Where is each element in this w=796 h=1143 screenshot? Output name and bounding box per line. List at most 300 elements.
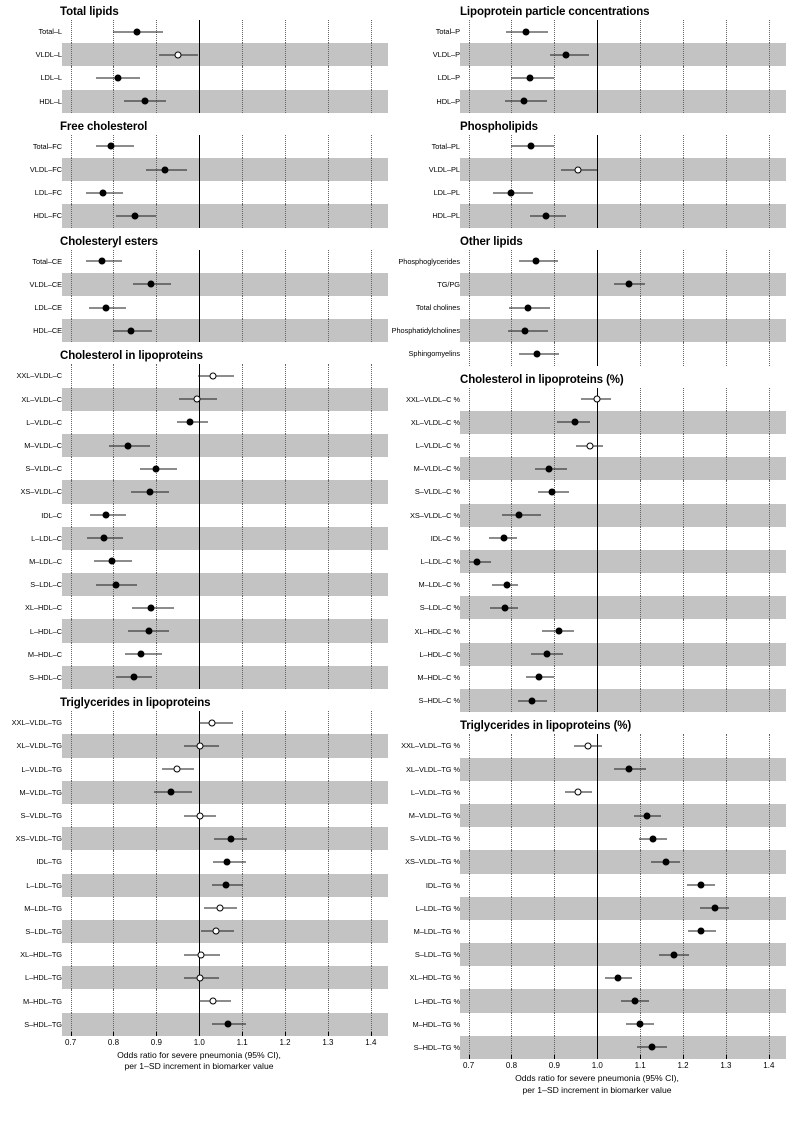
gridline [71, 966, 72, 989]
forest-row [0, 181, 398, 204]
row-label: L–VLDL–TG [21, 764, 62, 774]
row-track [460, 874, 786, 897]
row-track [62, 434, 388, 457]
gridline [328, 827, 329, 850]
forest-row [398, 689, 796, 712]
reference-line [597, 804, 598, 827]
gridline [511, 643, 512, 666]
row-label: S–HDL–TG % [413, 1042, 460, 1052]
gridline [71, 434, 72, 457]
gridline [554, 158, 555, 181]
panel-phospholipids [398, 121, 796, 228]
gridline [683, 504, 684, 527]
row-label: Phosphatidylcholines [391, 326, 460, 336]
axis-tick-mark [199, 1032, 200, 1036]
gridline [285, 943, 286, 966]
gridline [683, 689, 684, 712]
gridline [285, 758, 286, 781]
forest-row [0, 20, 398, 43]
gridline [242, 457, 243, 480]
gridline [328, 943, 329, 966]
gridline [156, 181, 157, 204]
axis-tick-label: 1.4 [365, 1037, 377, 1047]
reference-line [597, 781, 598, 804]
gridline [769, 158, 770, 181]
gridline [511, 388, 512, 411]
point-estimate-filled [474, 558, 481, 565]
gridline [640, 666, 641, 689]
gridline [242, 135, 243, 158]
gridline [71, 250, 72, 273]
gridline [726, 804, 727, 827]
gridline [328, 596, 329, 619]
gridline [554, 689, 555, 712]
point-estimate-filled [555, 628, 562, 635]
point-estimate-filled [516, 512, 523, 519]
panel-title: Free cholesterol [60, 120, 148, 133]
gridline [113, 781, 114, 804]
gridline [554, 989, 555, 1012]
row-label: L–LDL–C [31, 533, 62, 543]
gridline [554, 596, 555, 619]
row-track [62, 920, 388, 943]
row-track [460, 296, 786, 319]
gridline [285, 666, 286, 689]
gridline [71, 619, 72, 642]
gridline [285, 827, 286, 850]
point-estimate-filled [649, 1044, 656, 1051]
row-track [62, 250, 388, 273]
panel-cholesterol-in-lipoproteins [398, 374, 796, 713]
axis-tick-label: 1.4 [763, 1061, 775, 1071]
gridline [511, 1013, 512, 1036]
forest-row [398, 527, 796, 550]
gridline [640, 897, 641, 920]
forest-row [0, 411, 398, 434]
gridline [71, 296, 72, 319]
gridline [554, 943, 555, 966]
row-label: TG/PG [437, 279, 460, 289]
forest-row [0, 135, 398, 158]
gridline [769, 273, 770, 296]
gridline [156, 874, 157, 897]
forest-row [0, 619, 398, 642]
gridline [769, 504, 770, 527]
axis-tick-mark [726, 1055, 727, 1059]
gridline [683, 181, 684, 204]
gridline [242, 711, 243, 734]
gridline [156, 43, 157, 66]
forest-row [0, 273, 398, 296]
gridline [371, 827, 372, 850]
row-track [460, 666, 786, 689]
gridline [156, 527, 157, 550]
point-estimate-filled [504, 581, 511, 588]
row-track [62, 734, 388, 757]
gridline [469, 943, 470, 966]
row-label: XXL–VLDL–C [16, 371, 62, 381]
gridline [242, 20, 243, 43]
point-estimate-filled [124, 442, 131, 449]
point-estimate-open [594, 396, 601, 403]
gridline [726, 1013, 727, 1036]
row-track [460, 966, 786, 989]
point-estimate-filled [523, 28, 530, 35]
gridline [726, 596, 727, 619]
gridline [285, 596, 286, 619]
gridline [640, 550, 641, 573]
row-label: M–LDL–TG [24, 903, 62, 913]
gridline [769, 181, 770, 204]
gridline [769, 596, 770, 619]
forest-row [0, 874, 398, 897]
reference-line [597, 874, 598, 897]
gridline [554, 388, 555, 411]
gridline [113, 273, 114, 296]
gridline [726, 43, 727, 66]
gridline [683, 596, 684, 619]
gridline [328, 480, 329, 503]
gridline [328, 319, 329, 342]
gridline [242, 596, 243, 619]
point-estimate-filled [527, 143, 534, 150]
axis-tick-mark [242, 1032, 243, 1036]
gridline [511, 666, 512, 689]
gridline [156, 897, 157, 920]
gridline [769, 43, 770, 66]
gridline [554, 550, 555, 573]
forest-row [0, 989, 398, 1012]
point-estimate-filled [698, 882, 705, 889]
gridline [371, 989, 372, 1012]
gridline [511, 989, 512, 1012]
point-estimate-filled [662, 858, 669, 865]
gridline [683, 989, 684, 1012]
axis-caption [398, 1073, 796, 1096]
gridline [71, 573, 72, 596]
gridline [371, 319, 372, 342]
gridline [726, 388, 727, 411]
gridline [726, 504, 727, 527]
point-estimate-filled [103, 304, 110, 311]
axis-tick-mark [640, 1055, 641, 1059]
gridline [113, 619, 114, 642]
row-label: HDL–PL [432, 211, 460, 221]
point-estimate-filled [114, 74, 121, 81]
gridline [242, 319, 243, 342]
panel-title: Phospholipids [460, 120, 538, 133]
gridline [769, 758, 770, 781]
row-track [62, 411, 388, 434]
gridline [469, 43, 470, 66]
gridline [285, 920, 286, 943]
gridline [371, 550, 372, 573]
reference-line [199, 874, 200, 897]
gridline [640, 388, 641, 411]
gridline [511, 966, 512, 989]
forest-row [398, 480, 796, 503]
reference-line [199, 643, 200, 666]
gridline [242, 734, 243, 757]
gridline [371, 411, 372, 434]
gridline [726, 204, 727, 227]
gridline [511, 619, 512, 642]
reference-line [597, 527, 598, 550]
gridline [371, 920, 372, 943]
gridline [371, 643, 372, 666]
gridline [769, 619, 770, 642]
forest-row [0, 90, 398, 113]
gridline [371, 273, 372, 296]
point-estimate-filled [153, 465, 160, 472]
x-axis-ticks [62, 1036, 388, 1050]
reference-line [597, 643, 598, 666]
point-estimate-filled [643, 812, 650, 819]
forest-row [398, 411, 796, 434]
gridline [726, 689, 727, 712]
gridline [328, 296, 329, 319]
gridline [285, 966, 286, 989]
gridline [469, 1013, 470, 1036]
reference-line [597, 619, 598, 642]
gridline [683, 619, 684, 642]
gridline [469, 573, 470, 596]
gridline [683, 20, 684, 43]
row-track [460, 204, 786, 227]
point-estimate-filled [524, 304, 531, 311]
gridline [511, 480, 512, 503]
confidence-interval [96, 146, 134, 147]
gridline [769, 550, 770, 573]
reference-line [597, 850, 598, 873]
gridline [156, 319, 157, 342]
forest-row [0, 504, 398, 527]
row-label: LDL–FC [34, 188, 62, 198]
gridline [683, 527, 684, 550]
gridline [726, 734, 727, 757]
row-track [62, 550, 388, 573]
gridline [371, 527, 372, 550]
row-label: XS–VLDL–C % [410, 510, 460, 520]
gridline [242, 411, 243, 434]
reference-line [199, 66, 200, 89]
gridline [371, 666, 372, 689]
gridline [328, 804, 329, 827]
gridline [156, 827, 157, 850]
gridline [71, 43, 72, 66]
axis-tick-mark [511, 1055, 512, 1059]
reference-line [199, 897, 200, 920]
panel-triglycerides-in-lipoproteins [398, 720, 796, 1059]
reference-line [597, 758, 598, 781]
row-label: S–LDL–TG [25, 926, 62, 936]
forest-row [398, 204, 796, 227]
gridline [640, 434, 641, 457]
reference-line [597, 666, 598, 689]
gridline [726, 90, 727, 113]
gridline [683, 90, 684, 113]
gridline [726, 850, 727, 873]
gridline [554, 804, 555, 827]
point-estimate-filled [563, 51, 570, 58]
row-track [460, 181, 786, 204]
row-track [460, 135, 786, 158]
panel-title: Triglycerides in lipoproteins [60, 697, 211, 710]
gridline [371, 388, 372, 411]
reference-line [199, 296, 200, 319]
gridline [242, 66, 243, 89]
axis-tick-label: 1.3 [720, 1061, 732, 1071]
panel-lipoprotein-particle-concentrations [398, 6, 796, 113]
panel-cholesterol-in-lipoproteins [0, 350, 398, 689]
row-track [62, 781, 388, 804]
gridline [371, 90, 372, 113]
gridline [640, 643, 641, 666]
reference-line [199, 250, 200, 273]
gridline [769, 734, 770, 757]
row-track [62, 296, 388, 319]
gridline [640, 43, 641, 66]
row-label: IDL–TG [36, 857, 62, 867]
gridline [285, 527, 286, 550]
point-estimate-filled [529, 697, 536, 704]
gridline [511, 457, 512, 480]
axis-tick-mark [683, 1055, 684, 1059]
panel-title: Cholesterol in lipoproteins (%) [460, 373, 624, 386]
confidence-interval [199, 722, 232, 723]
gridline [328, 874, 329, 897]
axis-tick-mark [156, 1032, 157, 1036]
reference-line [597, 43, 598, 66]
forest-row [398, 90, 796, 113]
gridline [371, 20, 372, 43]
forest-row [398, 250, 796, 273]
gridline [113, 920, 114, 943]
row-label: L–VLDL–C % [415, 441, 460, 451]
gridline [71, 504, 72, 527]
axis-tick-mark [597, 1055, 598, 1059]
gridline [242, 573, 243, 596]
gridline [554, 874, 555, 897]
point-estimate-filled [534, 350, 541, 357]
gridline [554, 90, 555, 113]
forest-row [398, 850, 796, 873]
row-track [460, 388, 786, 411]
row-label: VLDL–L [35, 50, 62, 60]
forest-row [0, 897, 398, 920]
reference-line [199, 527, 200, 550]
forest-row [0, 319, 398, 342]
gridline [726, 989, 727, 1012]
gridline [726, 550, 727, 573]
panel-title: Cholesteryl esters [60, 235, 158, 248]
point-estimate-filled [148, 281, 155, 288]
x-axis [398, 1059, 796, 1105]
row-track [62, 43, 388, 66]
row-track [62, 457, 388, 480]
gridline [242, 296, 243, 319]
point-estimate-open [197, 974, 204, 981]
gridline [469, 596, 470, 619]
gridline [726, 296, 727, 319]
gridline [640, 596, 641, 619]
gridline [285, 804, 286, 827]
gridline [71, 411, 72, 434]
panel-spacer [398, 228, 796, 236]
gridline [113, 411, 114, 434]
gridline [113, 457, 114, 480]
row-label: S–VLDL–TG % [410, 834, 460, 844]
gridline [156, 573, 157, 596]
gridline [469, 920, 470, 943]
row-label: S–LDL–TG % [414, 950, 460, 960]
gridline [285, 250, 286, 273]
reference-line [199, 181, 200, 204]
gridline [640, 781, 641, 804]
point-estimate-filled [131, 674, 138, 681]
panel-free-cholesterol [0, 121, 398, 228]
panel-cholesteryl-esters [0, 236, 398, 343]
gridline [328, 273, 329, 296]
forest-row [0, 943, 398, 966]
row-track [460, 989, 786, 1012]
point-estimate-filled [102, 512, 109, 519]
gridline [328, 711, 329, 734]
gridline [242, 619, 243, 642]
point-estimate-filled [108, 143, 115, 150]
axis-tick-mark [328, 1032, 329, 1036]
gridline [683, 573, 684, 596]
row-label: L–HDL–C % [419, 649, 460, 659]
point-estimate-filled [536, 674, 543, 681]
gridline [469, 897, 470, 920]
axis-tick-label: 1.3 [322, 1037, 334, 1047]
forest-row [398, 550, 796, 573]
row-track [62, 181, 388, 204]
axis-tick-mark [371, 1032, 372, 1036]
forest-row [0, 66, 398, 89]
gridline [113, 943, 114, 966]
gridline [156, 850, 157, 873]
gridline [726, 781, 727, 804]
point-estimate-filled [625, 281, 632, 288]
gridline [156, 135, 157, 158]
gridline [769, 342, 770, 365]
row-label: L–HDL–C [29, 626, 62, 636]
gridline [285, 181, 286, 204]
row-label: M–VLDL–C % [413, 464, 460, 474]
gridline [328, 619, 329, 642]
reference-line [199, 204, 200, 227]
gridline [113, 364, 114, 387]
forest-row [391, 319, 796, 342]
gridline [71, 827, 72, 850]
panel-spacer [0, 342, 398, 350]
gridline [328, 527, 329, 550]
gridline [156, 920, 157, 943]
gridline [285, 434, 286, 457]
gridline [769, 850, 770, 873]
gridline [71, 758, 72, 781]
gridline [328, 666, 329, 689]
gridline [683, 411, 684, 434]
gridline [71, 666, 72, 689]
forest-row [0, 204, 398, 227]
reference-line [199, 273, 200, 296]
gridline [285, 204, 286, 227]
gridline [683, 643, 684, 666]
gridline [113, 90, 114, 113]
